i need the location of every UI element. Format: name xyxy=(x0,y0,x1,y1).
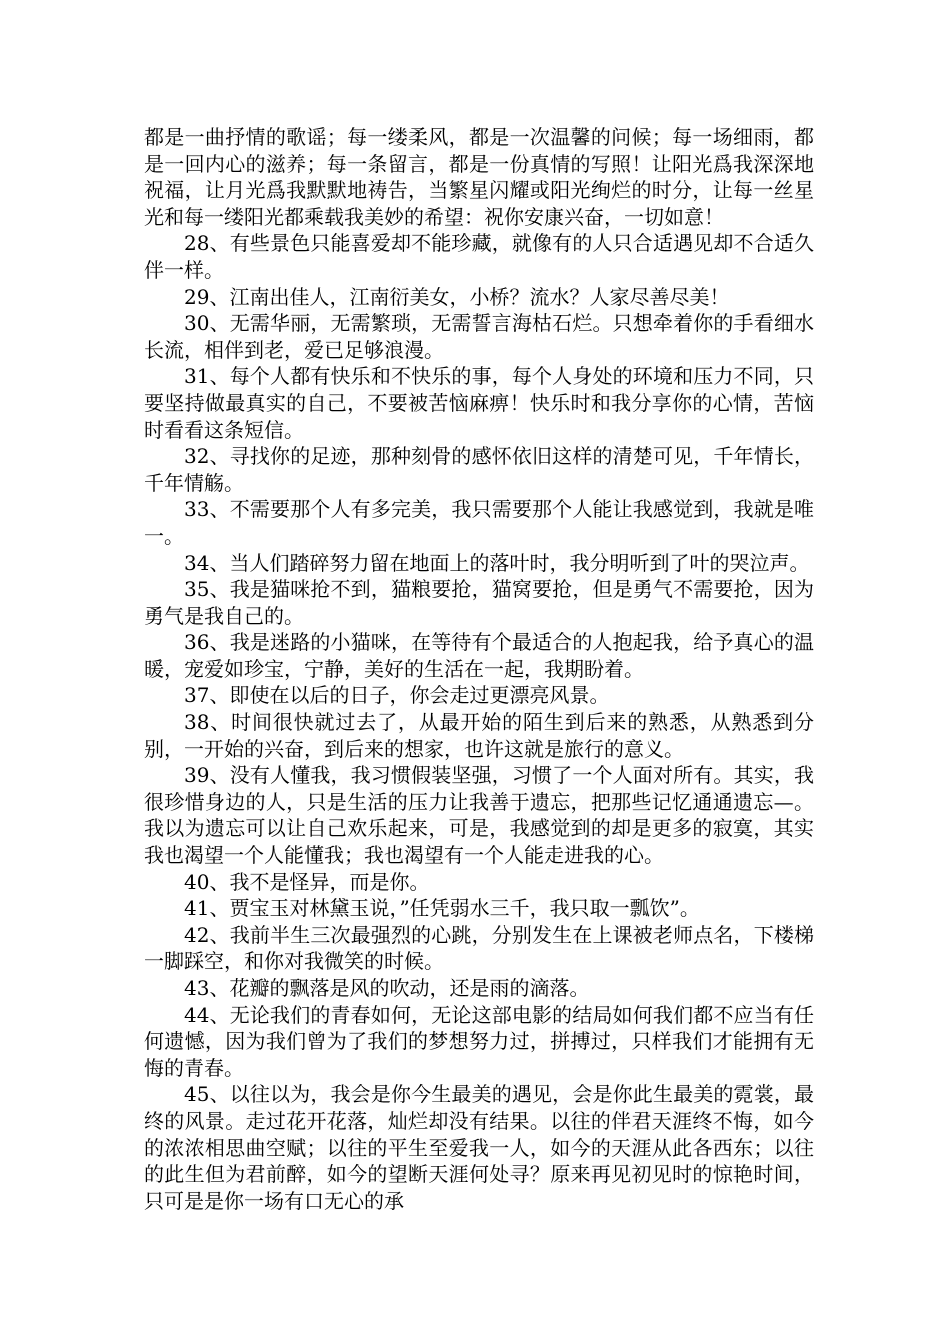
paragraph-44: 44、无论我们的青春如何，无论这部电影的结局如何我们都不应当有任何遗憾，因为我们曾为了我们的梦想努力过，拼搏过，只样我们才能拥有无悔的青春。 xyxy=(144,1002,814,1080)
paragraph-38: 38、时间很快就过去了，从最开始的陌生到后来的熟悉，从熟悉到分别，一开始的兴奋，到后来的想家，也许这就是旅行的意义。 xyxy=(144,710,814,761)
paragraph-36: 36、我是迷路的小猫咪，在等待有个最适合的人抱起我，给予真心的温暖，宠爱如珍宝，宁静，美好的生活在一起，我期盼着。 xyxy=(144,630,814,681)
paragraph-28: 28、有些景色只能喜爱却不能珍藏，就像有的人只合适遇见却不合适久伴一样。 xyxy=(144,231,814,282)
paragraph-continuation: 都是一曲抒情的歌谣；每一缕柔风，都是一次温馨的问候；每一场细雨，都是一回内心的滋养；每一条留言，都是一份真情的写照！让阳光爲我深深地祝福，让月光爲我默默地祷告，当繁星闪耀或阳光绚烂的时分，让每一丝星光和每一缕阳光都乘载我美妙的希望：祝你安康兴奋，一切如意！ xyxy=(144,125,814,229)
paragraph-41: 41、贾宝玉对林黛玉说，”任凭弱水三千，我只取一瓢饮”。 xyxy=(184,896,700,921)
document-body xyxy=(144,124,814,1214)
paragraph-42: 42、我前半生三次最强烈的心跳，分别发生在上课被老师点名，下楼梯一脚踩空，和你对我微笑的时候。 xyxy=(144,922,814,974)
paragraph-45: 45、以往以为，我会是你今生最美的遇见，会是你此生最美的霓裳，最终的风景。走过花开花落，灿烂却没有结果。以往的伴君天涯终不悔，如今的浓浓相思曲空赋；以往的平生至爱我一人，如今的天涯从此各西东；以往的此生但为君前醉，如今的望断天涯何处寻？原来再见初见时的惊艳时间，只可是是你一场有口无心的承 xyxy=(144,1082,814,1213)
paragraph-30: 30、无需华丽，无需繁琐，无需誓言海枯石烂。只想牵着你的手看细水长流，相伴到老，爱已足够浪漫。 xyxy=(144,311,814,362)
paragraph-35: 35、我是猫咪抢不到，猫粮要抢，猫窝要抢，但是勇气不需要抢，因为勇气是我自己的。 xyxy=(144,577,814,628)
paragraph-34: 34、当人们踏碎努力留在地面上的落叶时，我分明听到了叶的哭泣声。 xyxy=(184,550,810,575)
paragraph-29: 29、江南出佳人，江南衍美女，小桥？流水？人家尽善尽美！ xyxy=(184,284,730,309)
paragraph-37: 37、即使在以后的日子，你会走过更漂亮风景。 xyxy=(184,683,610,708)
paragraph-39: 39、没有人懂我，我习惯假装坚强，习惯了一个人面对所有。其实，我很珍惜身边的人，只是生活的压力让我善于遗忘，把那些记忆通通遗忘—。我以为遗忘可以让自己欢乐起来，可是，我感觉到的却是更多的寂寞，其实我也渴望一个人能懂我；我也渴望有一个人能走进我的心。 xyxy=(144,763,814,868)
paragraph-31: 31、每个人都有快乐和不快乐的事，每个人身处的环境和压力不同，只要坚持做最真实的自己，不要被苦恼麻痹！快乐时和我分享你的心情，苦恼时看看这条短信。 xyxy=(144,364,814,442)
paragraph-43: 43、花瓣的飘落是风的吹动，还是雨的滴落。 xyxy=(184,976,590,1000)
paragraph-33: 33、不需要那个人有多完美，我只需要那个人能让我感觉到，我就是唯一。 xyxy=(144,497,814,548)
paragraph-40: 40、我不是怪异，而是你。 xyxy=(184,869,430,894)
paragraph-32: 32、寻找你的足迹，那种刻骨的感怀依旧这样的清楚可见，千年情长，千年情觞。 xyxy=(144,444,814,495)
